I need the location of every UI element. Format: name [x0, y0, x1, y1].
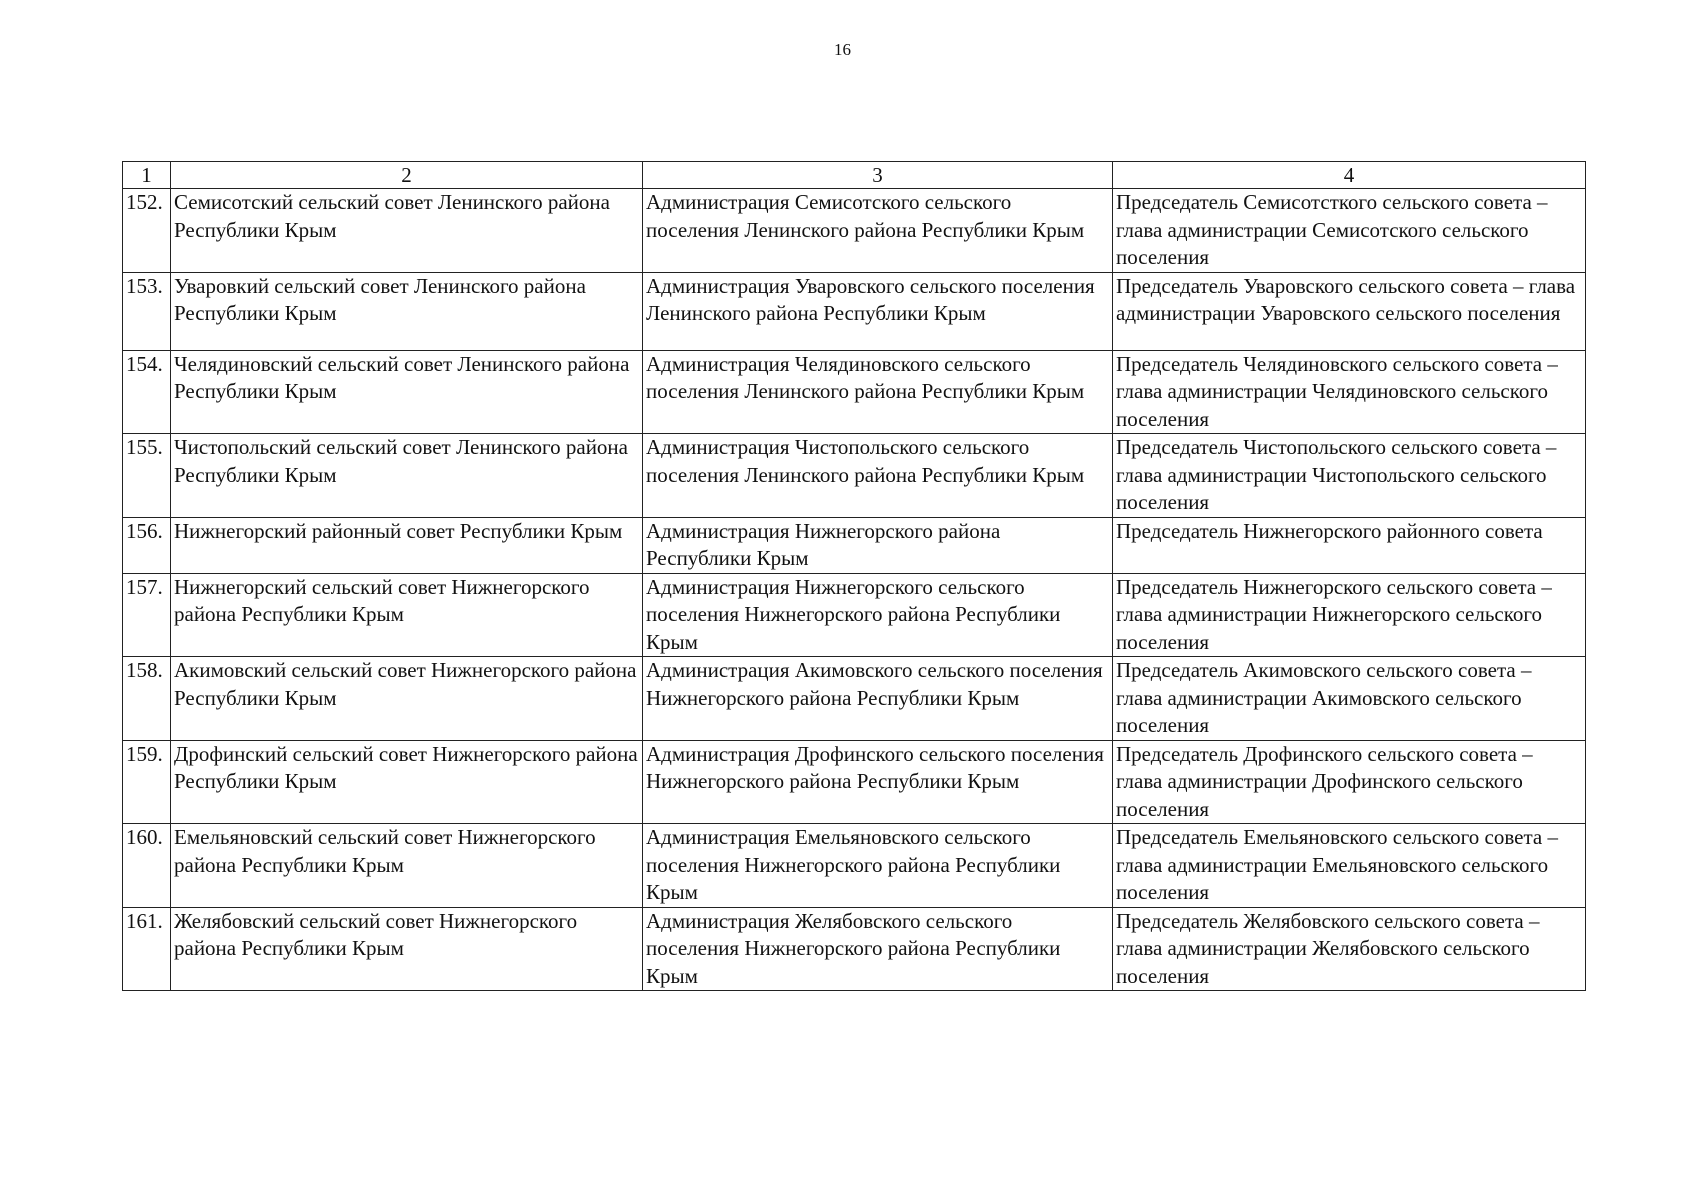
administration-cell: Администрация Семисотского сельского поселения Ленинского района Республики Крым — [643, 189, 1113, 273]
table-row — [123, 657, 1586, 741]
council-cell: Емельяновский сельский совет Нижнегорского района Республики Крым — [171, 824, 643, 908]
table-row — [123, 272, 1586, 350]
chairman-cell: Председатель Дрофинского сельского совета – глава администрации Дрофинского сельского поселения — [1113, 740, 1586, 824]
row-number: 159. — [123, 740, 171, 824]
council-cell: Нижнегорский районный совет Республики Крым — [171, 517, 643, 573]
chairman-cell: Председатель Уваровского сельского совета – глава администрации Уваровского сельского поселения — [1113, 272, 1586, 350]
council-cell: Дрофинский сельский совет Нижнегорского района Республики Крым — [171, 740, 643, 824]
column-header-3: 3 — [643, 162, 1113, 189]
table-row — [123, 573, 1586, 657]
chairman-cell: Председатель Желябовского сельского совета – глава администрации Желябовского сельского поселения — [1113, 907, 1586, 991]
row-number: 161. — [123, 907, 171, 991]
council-cell: Семисотский сельский совет Ленинского района Республики Крым — [171, 189, 643, 273]
table-row — [123, 350, 1586, 434]
chairman-cell: Председатель Чистопольского сельского совета – глава администрации Чистопольского сельского поселения — [1113, 434, 1586, 518]
administration-cell: Администрация Дрофинского сельского поселения Нижнегорского района Республики Крым — [643, 740, 1113, 824]
administration-cell: Администрация Челядиновского сельского поселения Ленинского района Республики Крым — [643, 350, 1113, 434]
administration-cell: Администрация Нижнегорского сельского поселения Нижнегорского района Республики Крым — [643, 573, 1113, 657]
row-number: 153. — [123, 272, 171, 350]
row-number: 160. — [123, 824, 171, 908]
administration-cell: Администрация Желябовского сельского поселения Нижнегорского района Республики Крым — [643, 907, 1113, 991]
table-row — [123, 517, 1586, 573]
chairman-cell: Председатель Семисотсткого сельского совета – глава администрации Семисотского сельского поселения — [1113, 189, 1586, 273]
row-number: 158. — [123, 657, 171, 741]
row-number: 154. — [123, 350, 171, 434]
row-number: 157. — [123, 573, 171, 657]
administration-cell: Администрация Емельяновского сельского поселения Нижнегорского района Республики Крым — [643, 824, 1113, 908]
administration-cell: Администрация Уваровского сельского поселения Ленинского района Республики Крым — [643, 272, 1113, 350]
table-row — [123, 907, 1586, 991]
row-number: 156. — [123, 517, 171, 573]
page-number: 16 — [834, 40, 851, 59]
chairman-cell: Председатель Челядиновского сельского совета – глава администрации Челядиновского сельского поселения — [1113, 350, 1586, 434]
chairman-cell: Председатель Нижнегорского районного совета — [1113, 517, 1586, 573]
column-header-4: 4 — [1113, 162, 1586, 189]
chairman-cell: Председатель Акимовского сельского совета – глава администрации Акимовского сельского поселения — [1113, 657, 1586, 741]
row-number: 155. — [123, 434, 171, 518]
council-cell: Желябовский сельский совет Нижнегорского района Республики Крым — [171, 907, 643, 991]
column-header-2: 2 — [171, 162, 643, 189]
administration-cell: Администрация Чистопольского сельского поселения Ленинского района Республики Крым — [643, 434, 1113, 518]
table-header-row — [123, 162, 1586, 189]
chairman-cell: Председатель Емельяновского сельского совета – глава администрации Емельяновского сельского поселения — [1113, 824, 1586, 908]
column-header-1: 1 — [123, 162, 171, 189]
table-row — [123, 824, 1586, 908]
chairman-cell: Председатель Нижнегорского сельского совета – глава администрации Нижнегорского сельского поселения — [1113, 573, 1586, 657]
table-row — [123, 434, 1586, 518]
councils-table — [122, 161, 1586, 991]
council-cell: Нижнегорский сельский совет Нижнегорского района Республики Крым — [171, 573, 643, 657]
council-cell: Челядиновский сельский совет Ленинского района Республики Крым — [171, 350, 643, 434]
administration-cell: Администрация Нижнегорского района Республики Крым — [643, 517, 1113, 573]
row-number: 152. — [123, 189, 171, 273]
council-cell: Уваровкий сельский совет Ленинского района Республики Крым — [171, 272, 643, 350]
council-cell: Чистопольский сельский совет Ленинского района Республики Крым — [171, 434, 643, 518]
table-row — [123, 189, 1586, 273]
council-cell: Акимовский сельский совет Нижнегорского района Республики Крым — [171, 657, 643, 741]
administration-cell: Администрация Акимовского сельского поселения Нижнегорского района Республики Крым — [643, 657, 1113, 741]
table-row — [123, 740, 1586, 824]
